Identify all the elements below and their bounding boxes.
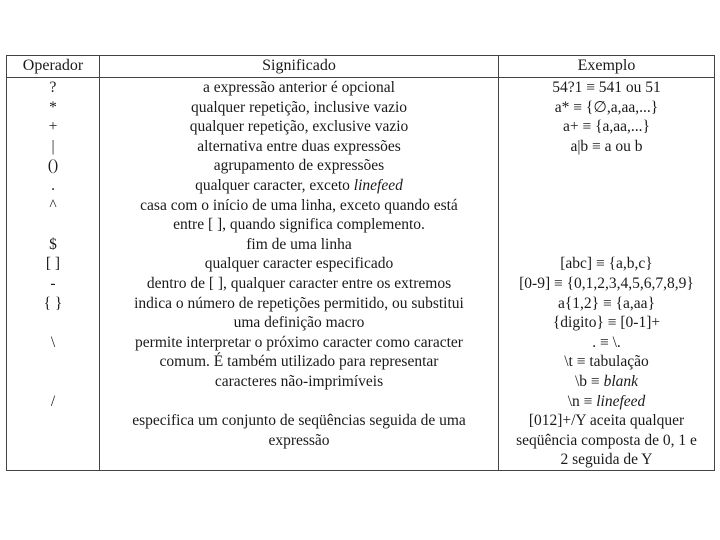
example-line: . ≡ \. — [592, 333, 621, 351]
operator-symbol: () — [47, 157, 59, 175]
meaning-line: a expressão anterior é opcional — [203, 79, 395, 96]
operator-symbol — [10, 313, 96, 333]
operator-symbol: [ ] — [45, 255, 61, 273]
meaning-line-text: qualquer caracter, exceto — [195, 176, 354, 194]
example-line — [502, 392, 711, 412]
meaning-line: qualquer repetição, inclusive vazio — [190, 98, 408, 116]
operator-symbol — [10, 215, 96, 235]
operator-symbol — [10, 372, 96, 392]
operator-symbol: ? — [49, 79, 57, 96]
meaning-line: comum. É também utilizado para representar — [159, 353, 439, 371]
operator-symbol: ^ — [49, 196, 57, 214]
operator-symbol: { } — [43, 294, 63, 312]
operator-symbol: | — [51, 137, 55, 155]
meaning-line: especifica um conjunto de seqüências seguida de uma — [132, 412, 466, 430]
example-line — [502, 215, 711, 235]
example-line-italic-text: linefeed — [596, 392, 646, 410]
example-line — [502, 235, 711, 255]
example-line: {digito} ≡ [0-1]+ — [552, 314, 661, 332]
operator-symbol: . — [51, 176, 55, 194]
operator-symbol: \ — [50, 333, 56, 351]
operator-symbol: * — [49, 98, 57, 116]
example-line — [502, 176, 711, 196]
meaning-line: permite interpretar o próximo caracter como caracter — [135, 333, 463, 351]
example-line — [502, 372, 711, 392]
meaning-line: indica o número de repetições permitido, ou substitui — [134, 294, 464, 312]
meaning-line: agrupamento de expressões — [213, 157, 385, 175]
example-line: [012]+/Y aceita qualquer — [528, 412, 685, 430]
example-line-italic-text: blank — [603, 372, 638, 390]
meaning-line — [103, 392, 495, 412]
example-line: a{1,2} ≡ {a,aa} — [557, 294, 656, 312]
operator-symbol: + — [48, 118, 58, 136]
operator-symbol: $ — [49, 235, 57, 253]
header-meaning: Significado — [100, 56, 499, 78]
meaning-line: dentro de [ ], qualquer caracter entre os extremos — [146, 274, 452, 292]
example-line: \t ≡ tabulação — [564, 353, 649, 371]
meaning-line: caracteres não-imprimíveis — [214, 372, 384, 390]
example-line: a+ ≡ {a,aa,...} — [562, 118, 650, 136]
meaning-line: expressão — [268, 431, 330, 449]
operator-symbol: - — [50, 274, 56, 292]
regex-operators-table — [6, 55, 715, 471]
example-line: a|b ≡ a ou b — [570, 137, 643, 155]
meaning-column — [100, 78, 499, 471]
meaning-line: qualquer caracter especificado — [204, 255, 394, 273]
header-example: Exemplo — [499, 56, 715, 78]
example-line: 2 seguida de Y — [560, 451, 653, 469]
example-line — [502, 196, 711, 216]
operator-column — [7, 78, 100, 471]
example-line: [0-9] ≡ {0,1,2,3,4,5,6,7,8,9} — [519, 274, 694, 292]
meaning-line: entre [ ], quando significa complemento. — [173, 216, 425, 234]
example-column — [499, 78, 715, 471]
meaning-line: fim de uma linha — [246, 235, 352, 253]
example-line — [502, 156, 711, 176]
example-line: 54?1 ≡ 541 ou 51 — [552, 79, 661, 96]
operator-symbol — [10, 352, 96, 372]
meaning-line: qualquer repetição, exclusive vazio — [189, 118, 409, 136]
meaning-line: casa com o início de uma linha, exceto quando está — [140, 196, 458, 214]
example-line-text: \b ≡ — [575, 372, 604, 390]
header-operator: Operador — [7, 56, 100, 78]
meaning-line: alternativa entre duas expressões — [197, 137, 401, 155]
example-line-text: \n ≡ — [567, 392, 597, 410]
meaning-line-italic-text: linefeed — [353, 176, 403, 194]
example-line: a* ≡ {∅,a,aa,...} — [554, 98, 659, 116]
operator-symbol: / — [50, 392, 56, 410]
example-line: seqüência composta de 0, 1 e — [516, 431, 697, 449]
example-line: [abc] ≡ {a,b,c} — [560, 255, 653, 273]
table-header-row — [7, 56, 715, 78]
meaning-line: uma definição macro — [233, 314, 365, 332]
meaning-line — [103, 176, 495, 196]
table-body-row — [7, 78, 715, 471]
